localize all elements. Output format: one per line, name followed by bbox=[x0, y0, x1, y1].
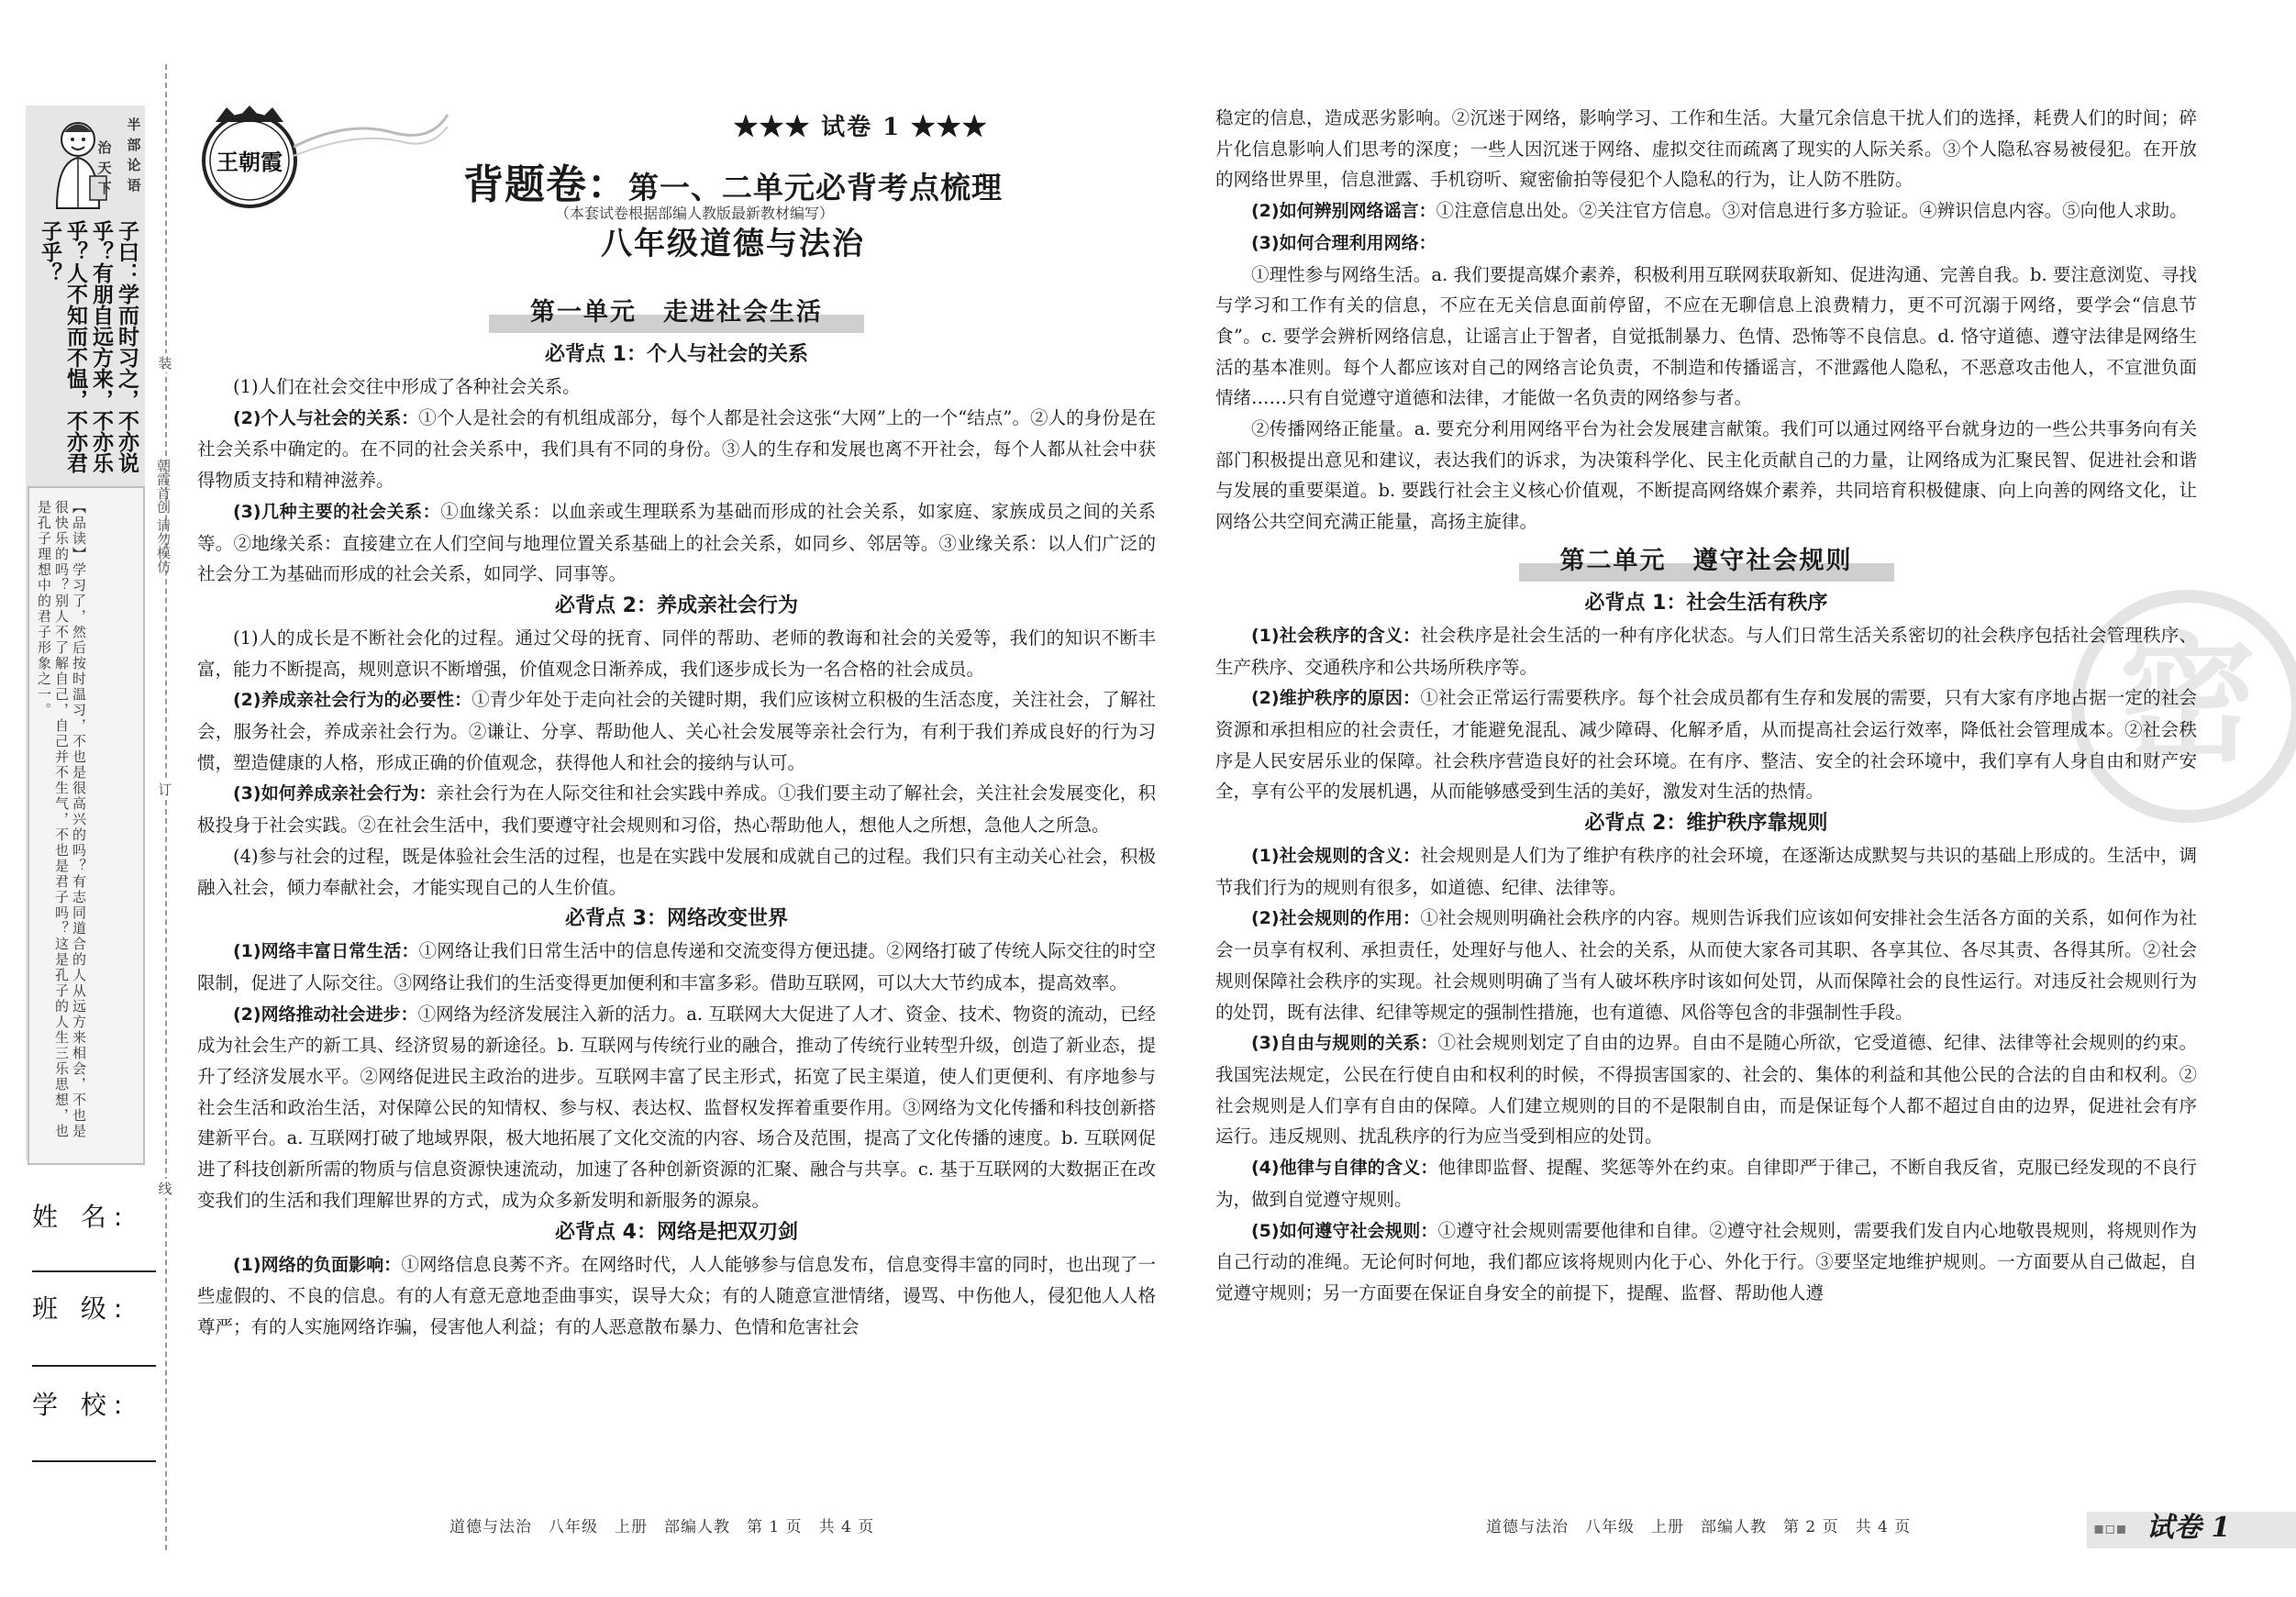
paragraph: (1)社会规则的含义：社会规则是人们为了维护有秩序的社会环境，在逐渐达成默契与共识的基础上形成的。生活中，调节我们行为的规则有很多，如道德、纪律、法律等。 bbox=[1215, 845, 2197, 898]
paragraph: (3)几种主要的社会关系：①血缘关系：以血亲或生理联系为基础而形成的社会关系，如家庭、家族成员之间的关系等。②地缘关系：直接建立在人们空间与地理位置关系基础上的社会关系，如同乡、邻居等。③业缘关系：以人们广泛的社会分工为基础而形成的社会关系，如同学、同事等。 bbox=[197, 500, 1156, 585]
section-heading: 必背点 2：养成亲社会行为 bbox=[555, 593, 798, 617]
paragraph: (2)社会规则的作用：①社会规则明确社会秩序的内容。规则告诉我们应该如何安排社会生活各方面的关系，如何作为社会一员享有权利、承担责任，处理好与他人、社会的关系，从而使大家各司其职、各享其位、各尽其责、各得其所。②社会规则保障社会秩序的实现。社会规则明确了当有人破坏秩序时该如何处罚，从而保障社会的良性运行。对违反社会规则行为的处罚，既有法律、纪律等规定的强制性措施，也有道德、风俗等包含的非强制性手段。 bbox=[1215, 907, 2197, 1023]
paper-label: 试卷 1 bbox=[2146, 1512, 2231, 1544]
edition-note: （本套试卷根据部编人教版最新教材编写） bbox=[555, 205, 835, 222]
name-label: 姓 名: bbox=[32, 1202, 130, 1232]
binding-line bbox=[165, 64, 167, 1550]
name-field[interactable] bbox=[32, 1270, 156, 1272]
paragraph: (1)网络的负面影响：①网络信息良莠不齐。在网络时代，人人能够参与信息发布，信息变得丰富的同时，也出现了一些虚假的、不良的信息。有的人有意无意地歪曲事实，误导大众；有的人随意宣泄情绪，谩骂、中伤他人，侵犯他人人格尊严；有的人实施网络诈骗，侵害他人利益；有的人恶意散布暴力、色情和危害社会 bbox=[197, 1253, 1156, 1337]
class-label: 班 级: bbox=[32, 1293, 130, 1324]
binding-mark: 订 bbox=[156, 780, 174, 799]
paragraph: (1)社会秩序的含义：社会秩序是社会生活的一种有序化状态。与人们日常生活关系密切的社会秩序包括社会管理秩序、生产秩序、交通秩序和公共场所秩序等。 bbox=[1215, 624, 2197, 678]
section-heading: 必背点 1：社会生活有秩序 bbox=[1584, 591, 1828, 615]
binding-mark: 线 bbox=[156, 1179, 174, 1198]
ribbon-decoration-icon bbox=[294, 110, 449, 165]
corner-dots-icon: ▪▫▪ bbox=[2093, 1519, 2127, 1538]
logo-text: 王朝霞 bbox=[216, 149, 283, 175]
paragraph: (4)他律与自律的含义：他律即监督、提醒、奖惩等外在约束。自律即严于律己，不断自我反省，克服已经发现的不良行为，做到自觉遵守规则。 bbox=[1215, 1157, 2197, 1210]
section-heading: 必背点 3：网络改变世界 bbox=[565, 907, 788, 931]
paper-number: ★★★ 试卷 1 ★★★ bbox=[734, 114, 989, 141]
page-footer-left: 道德与法治 八年级 上册 部编人教 第 1 页 共 4 页 bbox=[449, 1518, 875, 1536]
subject-title: 八年级道德与法治 bbox=[601, 226, 865, 262]
brand-logo bbox=[197, 105, 303, 211]
paragraph: (2)个人与社会的关系：①个人是社会的有机组成部分，每个人都是社会这张“大网”上的一个“结点”。②人的身份是在社会关系中确定的。在不同的社会关系中，我们具有不同的身份。③人的生存和发展也离不开社会，每个人都从社会中获得物质支持和精神滋养。 bbox=[197, 406, 1156, 492]
analects-quote: 子曰：学而时习之，不亦说 乎？有朋自远方来，不亦乐 乎？人不知而不愠，不亦君 子乎？ bbox=[38, 220, 139, 473]
paragraph: (1)网络丰富日常生活：①网络让我们日常生活中的信息传递和交流变得方便迅捷。②网络打破了传统人际交往的时空限制，促进了人际交往。③网络让我们的生活变得更加便利和丰富多彩。借助互联网，可以大大节约成本，提高效率。 bbox=[197, 940, 1156, 993]
school-label: 学 校: bbox=[32, 1390, 130, 1420]
section-heading: 必背点 2：维护秩序靠规则 bbox=[1584, 812, 1828, 836]
page-footer-right: 道德与法治 八年级 上册 部编人教 第 2 页 共 4 页 bbox=[1486, 1518, 1912, 1536]
paragraph: (2)维护秩序的原因：①社会正常运行需要秩序。每个社会成员都有生存和发展的需要，只有大家有序地占据一定的社会资源和承担相应的社会责任，才能避免混乱、减少障碍、化解矛盾，从而提高社会运行效率，降低社会管理成本。②社会秩序是人民安居乐业的保障。社会秩序营造良好的社会环境。在有序、整洁、安全的社会环境中，我们享有人身自由和财产安全，享有公平的发展机遇，从而能够感受到生活的美好，激发对生活的热情。 bbox=[1215, 687, 2197, 803]
paragraph: (4)参与社会的过程，既是体验社会生活的过程，也是在实践中发展和成就自己的过程。我们只有主动关心社会，积极融入社会，倾力奉献社会，才能实现自己的人生价值。 bbox=[197, 845, 1156, 898]
page-title: 背题卷：第一、二单元必背考点梳理 bbox=[463, 161, 1003, 208]
paragraph: (1)人的成长是不断社会化的过程。通过父母的抚育、同伴的帮助、老师的教诲和社会的关爱等，我们的知识不断丰富，能力不断提高，规则意识不断增强，价值观念日渐养成，我们逐步成长为一名合格的社会成员。 bbox=[197, 627, 1156, 680]
school-field[interactable] bbox=[32, 1460, 156, 1462]
unit-heading: 第一单元 走进社会生活 bbox=[197, 293, 1156, 333]
paragraph: (1)人们在社会交往中形成了各种社会关系。 bbox=[233, 376, 581, 397]
paragraph: (3)自由与规则的关系：①社会规则划定了自由的边界。自由不是随心所欲，它受道德、纪律、法律等社会规则的约束。我国宪法规定，公民在行使自由和权利的时候，不得损害国家的、社会的、集体的利益和其他公民的合法的自由和权利。②社会规则是人们享有自由的保障。人们建立规则的目的不是限制自由，而是保证每个人都不超过自由的边界，促进社会有序运行。违反规则、扰乱秩序的行为应当受到相应的处罚。 bbox=[1215, 1032, 2197, 1148]
paragraph: (2)养成亲社会行为的必要性：①青少年处于走向社会的关键时期，我们应该树立积极的生活态度，关注社会，了解社会，服务社会，养成亲社会行为。②谦让、分享、帮助他人、关心社会发展等亲社会行为，有利于我们养成良好的行为习惯，塑造健康的人格，形成正确的价值观念，获得他人和社会的接纳与认可。 bbox=[197, 689, 1156, 773]
strip-subtitle: 治 天 下 bbox=[97, 139, 112, 196]
paragraph: ②传播网络正能量。a. 要充分利用网络平台为社会发展建言献策。我们可以通过网络平台就身边的一些公共事务向有关部门积极提出意见和建议，表达我们的诉求，为决策科学化、民主化贡献自己的力量，让网络成为汇聚民智、促进社会和谐与发展的重要渠道。b. 要践行社会主义核心价值观，不断提高网络媒介素养，共同培育积极健康、向上向善的网络文化，让网络公共空间充满正能量，高扬主旋律。 bbox=[1215, 418, 2197, 533]
paragraph: (3)如何养成亲社会行为：亲社会行为在人际交往和社会实践中养成。①我们要主动了解社会，关注社会发展变化，积极投身于社会实践。②在社会生活中，我们要遵守社会规则和习俗，热心帮助他人，想他人之所想，急他人之所急。 bbox=[197, 782, 1156, 837]
paragraph: ①理性参与网络生活。a. 我们要提高媒介素养，积极利用互联网获取新知、促进沟通、完善自我。b. 要注意浏览、寻找与学习和工作有关的信息，不应在无关信息面前停留，不应在无聊信息上浪费精力，更不可沉溺于网络，要学会“信息节食”。c. 要学会辨析网络信息，让谣言止于智者，自觉抵制暴力、色情、恐怖等不良信息。d. 恪守道德、遵守法律是网络生活的基本准则。每个人都应该对自己的网络言论负责，不制造和传播谣言，不泄露他人隐私，不恶意攻击他人，不宣泄负面情绪……只有自觉遵守道德和法律，才能做一名负责的网络参与者。 bbox=[1215, 263, 2197, 409]
paragraph: 稳定的信息，造成恶劣影响。②沉迷于网络，影响学习、工作和生活。大量冗余信息干扰人们的选择，耗费人们的时间；碎片化信息影响人们思考的深度；一些人因沉迷于网络、虚拟交往而疏离了现实的人际关系。③个人隐私容易被侵犯。在开放的网络世界里，信息泄露、手机窃听、窥密偷拍等侵犯个人隐私的行为，让人防不胜防。 bbox=[1215, 107, 2197, 191]
class-field[interactable] bbox=[32, 1365, 156, 1367]
copyright-note: 朝霞首创 请勿模仿 bbox=[155, 459, 172, 573]
section-heading: 必背点 1：个人与社会的关系 bbox=[545, 343, 808, 366]
left-column bbox=[197, 289, 1156, 1343]
paragraph: (3)如何合理利用网络： bbox=[1251, 232, 1436, 253]
right-column bbox=[1215, 103, 2197, 1309]
reading-text: 【品读】学习了，然后按时温习，不也是很高兴的吗？有志同道合的人从远方来相会，不也是很快乐的吗？别人不了解自己，自己并不生气，不也是君子吗？这是孔子的人生三乐思想，也是孔子理想中的君子形象之一。 bbox=[36, 500, 87, 1139]
strip-title: 半 部 论 语 bbox=[127, 116, 141, 194]
binding-mark: 装 bbox=[156, 353, 174, 372]
svg-text:密: 密 bbox=[2118, 621, 2257, 781]
unit-heading: 第二单元 遵守社会规则 bbox=[1215, 541, 2197, 582]
paragraph: (2)如何辨别网络谣言：①注意信息出处。②关注官方信息。③对信息进行多方验证。④辨识信息内容。⑤向他人求助。 bbox=[1251, 200, 2188, 222]
paragraph: (2)网络推动社会进步：①网络为经济发展注入新的活力。a. 互联网大大促进了人才、资金、技术、物资的流动，已经成为社会生产的新工具、经济贸易的新途径。b. 互联网与传统行业的融合，推动了传统行业转型升级，创造了新业态，提升了经济发展水平。②网络促进民主政治的进步。互联网丰富了民主形式，拓宽了民主渠道，使人们更便利、有序地参与社会生活和政治生活，对保障公民的知情权、参与权、表达权、监督权发挥着重要作用。③网络为文化传播和科技创新搭建新平台。a. 互联网打破了地域界限，极大地拓展了文化交流的内容、场合及范围，提高了文化传播的速度。b. 互联网促进了科技创新所需的物质与信息资源快速流动，加速了各种创新资源的汇聚、融合与共享。c. 基于互联网的大数据正在改变我们的生活和我们理解世界的方式，成为众多新发明和新服务的源泉。 bbox=[197, 1003, 1156, 1211]
section-heading: 必背点 4：网络是把双刃剑 bbox=[555, 1220, 798, 1244]
paragraph: (5)如何遵守社会规则：①遵守社会规则需要他律和自律。②遵守社会规则，需要我们发自内心地敬畏规则，将规则作为自己行动的准绳。无论何时何地，我们都应该将规则内化于心、外化于行。③要坚定地维护规则。一方面要从自己做起，自觉遵守规则；另一方面要在保证自身安全的前提下，提醒、监督、帮助他人遵 bbox=[1215, 1219, 2197, 1303]
